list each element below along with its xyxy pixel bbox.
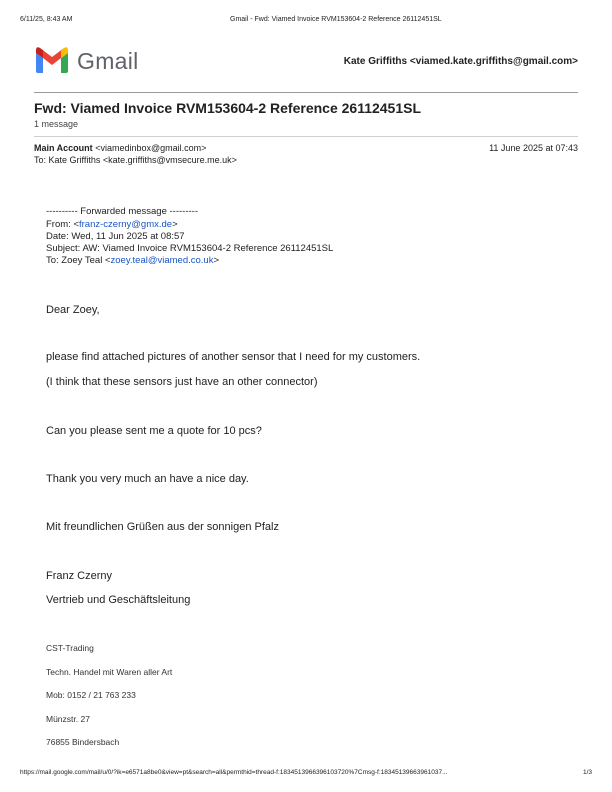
forwarded-from-label: From: <: [46, 219, 79, 230]
signature-line: 76855 Bindersbach: [46, 737, 120, 747]
thread-subject: Fwd: Viamed Invoice RVM153604-2 Reference 26112451SL: [34, 100, 422, 116]
message-date: 11 June 2025 at 07:43: [489, 143, 578, 153]
print-title: Gmail - Fwd: Viamed Invoice RVM153604-2 Reference 26112451SL: [230, 16, 442, 23]
forwarded-from-email-link[interactable]: franz-czerny@gmx.de: [79, 219, 173, 230]
page-number: 1/3: [582, 769, 592, 776]
body-paragraph: (I think that these sensors just have an other connector): [46, 376, 318, 388]
message-count: 1 message: [34, 119, 79, 129]
body-paragraph: Thank you very much an have a nice day.: [46, 473, 249, 485]
forwarded-from: [46, 219, 178, 230]
forwarded-date: Date: Wed, 11 Jun 2025 at 08:57: [46, 231, 185, 242]
forwarded-to-email-link[interactable]: zoey.teal@viamed.co.uk: [110, 255, 214, 266]
sender-name: Main Account: [34, 143, 93, 153]
gmail-m-icon: [34, 46, 70, 74]
body-paragraph: Can you please sent me a quote for 10 pcs?: [46, 425, 262, 437]
header-divider: [34, 92, 578, 93]
message-to: To: Kate Griffiths <kate.griffiths@vmsecure.me.uk>: [34, 155, 237, 165]
message-from: [34, 143, 206, 153]
forwarded-from-close: >: [172, 219, 178, 230]
sender-email: <viamedinbox@gmail.com>: [95, 143, 207, 153]
body-greeting: Dear Zoey,: [46, 304, 100, 316]
forwarded-divider: ---------- Forwarded message ---------: [46, 206, 198, 217]
sender-signoff-role: Vertrieb und Geschäftsleitung: [46, 594, 191, 606]
print-url: https://mail.google.com/mail/u/0/?ik=e6571a8be0&view=pt&search=all&permthid=thread-f:1834513966396103720%7Cmsg-f:18345139663961037...: [20, 769, 448, 776]
subject-divider: [34, 136, 578, 137]
body-paragraph: Mit freundlichen Grüßen aus der sonnigen Pfalz: [46, 521, 279, 533]
signature-line: CST-Trading: [46, 643, 94, 653]
sender-signoff-name: Franz Czerny: [46, 570, 113, 582]
gmail-logo[interactable]: [34, 46, 140, 76]
signature-line: Mob: 0152 / 21 763 233: [46, 690, 136, 700]
signature-line: Techn. Handel mit Waren aller Art: [46, 667, 173, 677]
gmail-logo-text: Gmail: [77, 48, 139, 74]
forwarded-to-label: To: Zoey Teal <: [46, 255, 111, 266]
forwarded-subject: Subject: AW: Viamed Invoice RVM153604-2 Reference 26112451SL: [46, 243, 334, 254]
body-paragraph: please find attached pictures of another sensor that I need for my customers.: [46, 351, 421, 363]
signature-line: Münzstr. 27: [46, 714, 90, 724]
forwarded-to: [46, 255, 219, 266]
forwarded-to-close: >: [213, 255, 220, 266]
print-datetime: 6/11/25, 8:43 AM: [20, 16, 73, 23]
account-identity: Kate Griffiths <viamed.kate.griffiths@gmail.com>: [343, 56, 578, 67]
